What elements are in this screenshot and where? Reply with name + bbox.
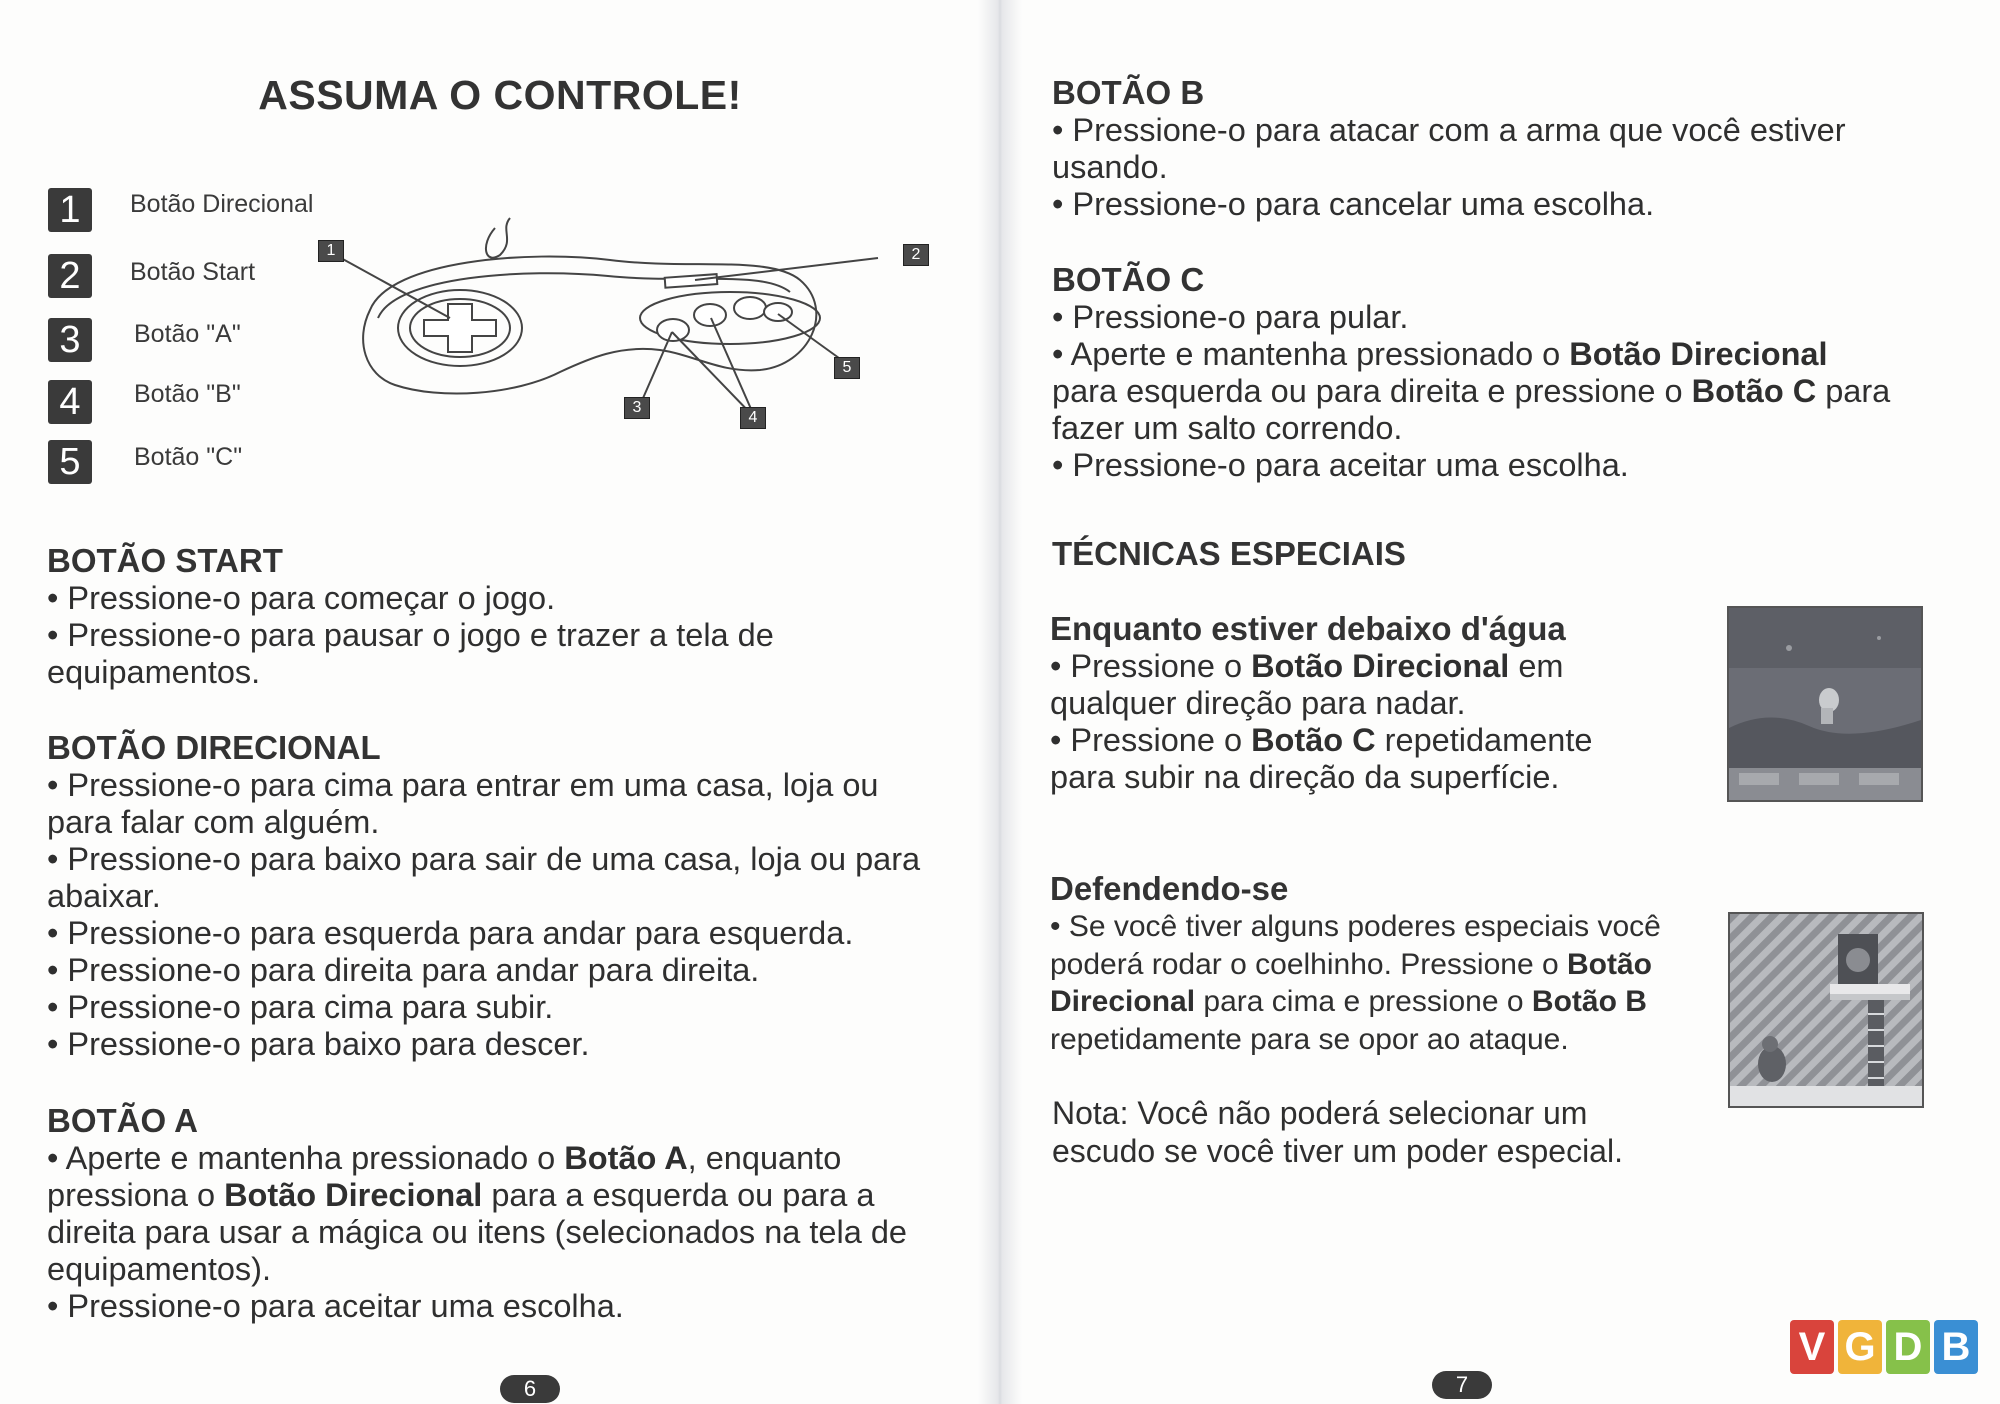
underwater-game-screenshot — [1727, 606, 1923, 802]
text-line: • Pressione o Botão C repetidamente — [1050, 722, 1593, 758]
text-line: pressiona o Botão Direcional para a esquerda ou para a — [47, 1177, 875, 1213]
underwater-section — [1050, 610, 1650, 796]
diagram-label-2: 2 — [903, 244, 929, 266]
text-line: • Pressione-o para aceitar uma escolha. — [47, 1288, 624, 1324]
text-line: poderá rodar o coelhinho. Pressione o Botão — [1050, 947, 1653, 981]
text-line: para subir na direção da superfície. — [1050, 759, 1560, 795]
legend-number-2: 2 — [48, 254, 92, 298]
legend-number-1: 1 — [48, 188, 92, 232]
text-line: repetidamente para se opor ao ataque. — [1050, 1022, 1569, 1056]
legend-number-3: 3 — [48, 318, 92, 362]
text-line: • Aperte e mantenha pressionado o Botão A, enquanto — [47, 1140, 842, 1176]
text-line: • Pressione-o para cima para entrar em uma casa, loja ou — [47, 767, 879, 803]
text-line: para esquerda ou para direita e pressione o Botão C para — [1052, 373, 1891, 409]
diagram-label-5: 5 — [834, 357, 860, 379]
legend-label-4: Botão "B" — [134, 380, 241, 408]
text-line: • Pressione-o para começar o jogo. — [47, 580, 556, 616]
text-line: qualquer direção para nadar. — [1050, 685, 1466, 721]
text-line: abaixar. — [47, 878, 161, 914]
subsection-heading: Defendendo-se — [1050, 870, 1289, 907]
special-techniques-heading: TÉCNICAS ESPECIAIS — [1052, 535, 1406, 572]
logo-letter-d: D — [1886, 1320, 1930, 1374]
text-line: Direcional para cima e pressione o Botão B — [1050, 985, 1647, 1018]
dpad-icon — [398, 290, 522, 366]
section-heading: BOTÃO A — [47, 1102, 198, 1139]
dpad-section — [47, 729, 977, 1063]
legend-label-5: Botão "C" — [134, 443, 243, 471]
note-text — [1052, 1094, 1684, 1170]
page-title: ASSUMA O CONTROLE! — [258, 72, 742, 118]
text-line: escudo se você tiver um poder especial. — [1052, 1133, 1623, 1169]
defend-section — [1050, 870, 1684, 1058]
page-gutter — [978, 0, 1022, 1404]
c-button-section — [1052, 261, 1952, 484]
section-heading: BOTÃO C — [1052, 261, 1205, 298]
text-line: • Se você tiver alguns poderes especiais você — [1050, 910, 1661, 943]
text-line: • Pressione-o para cima para subir. — [47, 989, 554, 1025]
text-line: equipamentos). — [47, 1251, 272, 1287]
diagram-label-1: 1 — [318, 240, 344, 262]
text-line: usando. — [1052, 149, 1168, 185]
start-button-icon — [665, 274, 718, 288]
page-number-left: 6 — [500, 1375, 560, 1403]
start-button-section — [47, 542, 977, 691]
text-line: para falar com alguém. — [47, 804, 380, 840]
text-line: • Pressione-o para cancelar uma escolha. — [1052, 186, 1655, 222]
text-line: • Pressione-o para baixo para sair de uma casa, loja ou para — [47, 841, 921, 877]
text-line: • Pressione-o para direita para andar para direita. — [47, 952, 760, 988]
text-line: equipamentos. — [47, 654, 261, 690]
text-line: • Pressione o Botão Direcional em — [1050, 648, 1564, 684]
legend-number-5: 5 — [48, 440, 92, 484]
text-line: • Pressione-o para atacar com a arma que você estiver — [1052, 112, 1846, 148]
text-line: fazer um salto correndo. — [1052, 410, 1403, 446]
subsection-heading: Enquanto estiver debaixo d'água — [1050, 610, 1566, 647]
text-line: • Aperte e mantenha pressionado o Botão Direcional — [1052, 336, 1828, 372]
text-line: direita para usar a mágica ou itens (selecionados na tela de — [47, 1214, 907, 1250]
logo-letter-v: V — [1790, 1320, 1834, 1374]
logo-letter-b: B — [1934, 1320, 1978, 1374]
text-line: Nota: Você não poderá selecionar um — [1052, 1095, 1588, 1131]
legend-label-1: Botão Direcional — [130, 190, 314, 218]
legend-number-4: 4 — [48, 380, 92, 424]
diagram-label-4: 4 — [740, 407, 766, 429]
logo-letter-g: G — [1838, 1320, 1882, 1374]
legend-label-2: Botão Start — [130, 258, 256, 286]
defend-game-screenshot — [1728, 912, 1924, 1108]
text-line: • Pressione-o para pausar o jogo e trazer a tela de — [47, 617, 774, 653]
legend-label-3: Botão "A" — [134, 320, 241, 348]
text-line: • Pressione-o para esquerda para andar para esquerda. — [47, 915, 854, 951]
face-buttons-icon — [640, 292, 820, 344]
b-button-section — [1052, 74, 1952, 223]
vgdb-watermark-logo — [1790, 1320, 1978, 1374]
diagram-label-3: 3 — [624, 397, 650, 419]
section-heading: BOTÃO B — [1052, 74, 1205, 111]
section-heading: BOTÃO START — [47, 542, 283, 579]
a-button-section — [47, 1102, 977, 1325]
section-heading: BOTÃO DIRECIONAL — [47, 729, 381, 766]
text-line: • Pressione-o para aceitar uma escolha. — [1052, 447, 1629, 483]
text-line: • Pressione-o para pular. — [1052, 299, 1409, 335]
text-line: • Pressione-o para baixo para descer. — [47, 1026, 590, 1062]
page-number-right: 7 — [1432, 1371, 1492, 1399]
